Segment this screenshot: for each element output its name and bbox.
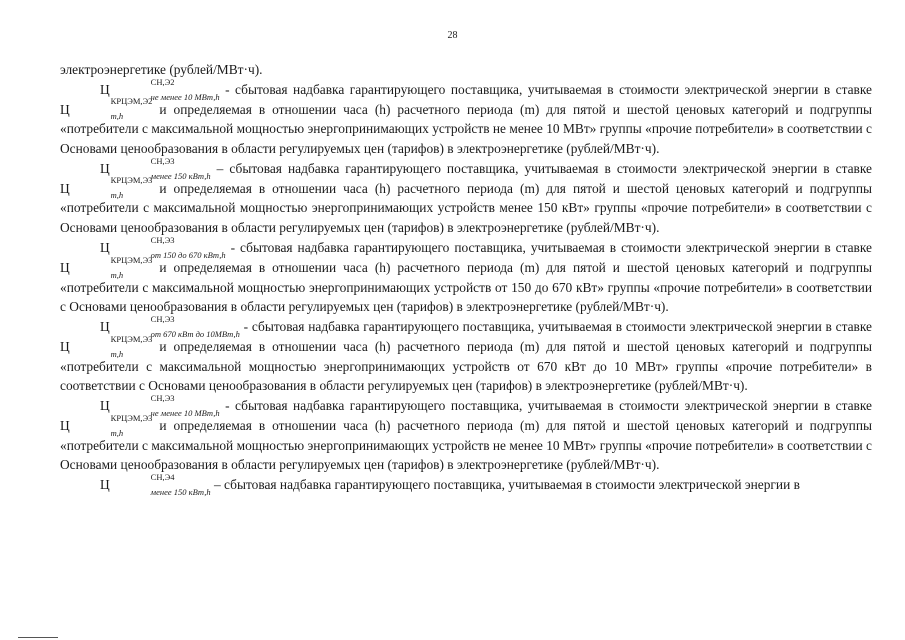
rate-symbol-subscript: m,h [110, 190, 124, 201]
definition-text: - сбытовая надбавка гарантирующего поставщика, учитываемая в стоимости электрической энергии в ставке [219, 397, 872, 413]
markup-symbol [100, 471, 211, 497]
footer-rule [18, 637, 58, 638]
rate-symbol-subscript: m,h [110, 269, 124, 280]
markup-symbol-subscript: от 150 до 670 кВт,h [150, 249, 226, 260]
rate-symbol-base: Ц [60, 101, 70, 117]
rate-symbol [60, 333, 153, 359]
markup-symbol-base: Ц [100, 476, 110, 492]
markup-symbol-base: Ц [100, 239, 110, 255]
markup-symbol-superscript: СН,Э3 [150, 234, 175, 245]
definition-text: - сбытовая надбавка гарантирующего поставщика, учитываемая в стоимости электрической энергии в ставке [219, 81, 872, 97]
rate-symbol-superscript: КРЦЭМ,Э3 [110, 412, 153, 423]
definition-text-continued: и определяемая в отношении часа (h) расчетного периода (m) для пятой и шестой ценовых категорий и подгруппы «потребители с максимальной мощностью энергопринимающих устройств менее 150 кВт» группы «прочие потребители» в соответствии с Основами ценообразования в области регулируемых цен (тарифов) в электроэнергетике (рублей/МВт·ч). [60, 180, 872, 236]
definition-text-continued: и определяемая в отношении часа (h) расчетного периода (m) для пятой и шестой ценовых категорий и подгруппы «потребители с максимальной мощностью энергопринимающих устройств от 670 кВт до 10 МВт» группы «прочие потребители» в соответствии с Основами ценообразования в области регулируемых цен (тарифов) в электроэнергетике (рублей/МВт·ч). [60, 338, 872, 394]
tariff-definition-paragraph [60, 471, 872, 497]
markup-symbol-superscript: СН,Э3 [150, 392, 175, 403]
markup-symbol-subscript: не менее 10 МВт,h [150, 407, 220, 418]
definition-text: – сбытовая надбавка гарантирующего поставщика, учитываемая в стоимости электрической энергии в [210, 476, 800, 492]
rate-symbol-base: Ц [60, 338, 70, 354]
markup-symbol-indices [111, 471, 211, 497]
rate-symbol-indices [71, 333, 153, 359]
definition-text: - сбытовая надбавка гарантирующего поставщика, учитываемая в стоимости электрической энергии в ставке [225, 239, 872, 255]
markup-symbol-subscript: не менее 10 МВт,h [150, 91, 220, 102]
rate-symbol-indices [71, 254, 153, 280]
markup-symbol-subscript: менее 150 кВт,h [150, 486, 211, 497]
markup-symbol-subscript: от 670 кВт до 10МВт,h [150, 328, 240, 339]
definition-text: – сбытовая надбавка гарантирующего поставщика, учитываемая в стоимости электрической энергии в ставке [210, 160, 872, 176]
tariff-definition-paragraph [60, 313, 872, 396]
paragraph-list [60, 76, 872, 497]
markup-symbol-superscript: СН,Э3 [150, 155, 175, 166]
rate-symbol-superscript: КРЦЭМ,Э3 [110, 175, 153, 186]
markup-symbol-base: Ц [100, 81, 110, 97]
definition-text: - сбытовая надбавка гарантирующего поставщика, учитываемая в стоимости электрической энергии в ставке [239, 318, 872, 334]
markup-symbol-superscript: СН,Э4 [150, 471, 175, 482]
rate-symbol [60, 412, 153, 438]
rate-symbol-indices [71, 175, 153, 201]
markup-symbol-superscript: СН,Э3 [150, 313, 175, 324]
markup-symbol-base: Ц [100, 318, 110, 334]
tariff-definition-paragraph [60, 392, 872, 475]
rate-symbol-base: Ц [60, 180, 70, 196]
document-body [60, 60, 872, 495]
markup-symbol-base: Ц [100, 160, 110, 176]
rate-symbol-indices [71, 96, 153, 122]
rate-symbol-superscript: КРЦЭМ,Э2 [110, 96, 153, 107]
rate-symbol-base: Ц [60, 259, 70, 275]
rate-symbol [60, 96, 153, 122]
markup-symbol-subscript: менее 150 кВт,h [150, 170, 211, 181]
rate-symbol [60, 175, 153, 201]
rate-symbol [60, 254, 153, 280]
definition-text-continued: и определяемая в отношении часа (h) расчетного периода (m) для пятой и шестой ценовых категорий и подгруппы «потребители с максимальной мощностью энергопринимающих устройств не менее 10 МВт» группы «прочие потребители» в соответствии с Основами ценообразования в области регулируемых цен (тарифов) в электроэнергетике (рублей/МВт·ч). [60, 101, 872, 157]
tariff-definition-paragraph [60, 234, 872, 317]
page-number: 28 [447, 30, 458, 41]
rate-symbol-superscript: КРЦЭМ,Э3 [110, 254, 153, 265]
intro-line: электроэнергетике (рублей/МВт·ч). [60, 62, 263, 77]
tariff-definition-paragraph [60, 155, 872, 238]
rate-symbol-subscript: m,h [110, 348, 124, 359]
markup-symbol-base: Ц [100, 397, 110, 413]
rate-symbol-subscript: m,h [110, 427, 124, 438]
rate-symbol-superscript: КРЦЭМ,Э3 [110, 333, 153, 344]
definition-text-continued: и определяемая в отношении часа (h) расчетного периода (m) для пятой и шестой ценовых категорий и подгруппы «потребители с максимальной мощностью энергопринимающих устройств от 150 до 670 кВт» группы «прочие потребители» в соответствии с Основами ценообразования в области регулируемых цен (тарифов) в электроэнергетике (рублей/МВт·ч). [60, 259, 872, 315]
rate-symbol-subscript: m,h [110, 111, 124, 122]
rate-symbol-indices [71, 412, 153, 438]
tariff-definition-paragraph [60, 76, 872, 159]
markup-symbol-superscript: СН,Э2 [150, 76, 175, 87]
definition-text-continued: и определяемая в отношении часа (h) расчетного периода (m) для пятой и шестой ценовых категорий и подгруппы «потребители с максимальной мощностью энергопринимающих устройств не менее 10 МВт» группы «прочие потребители» в соответствии с Основами ценообразования в области регулируемых цен (тарифов) в электроэнергетике (рублей/МВт·ч). [60, 417, 872, 473]
rate-symbol-base: Ц [60, 417, 70, 433]
